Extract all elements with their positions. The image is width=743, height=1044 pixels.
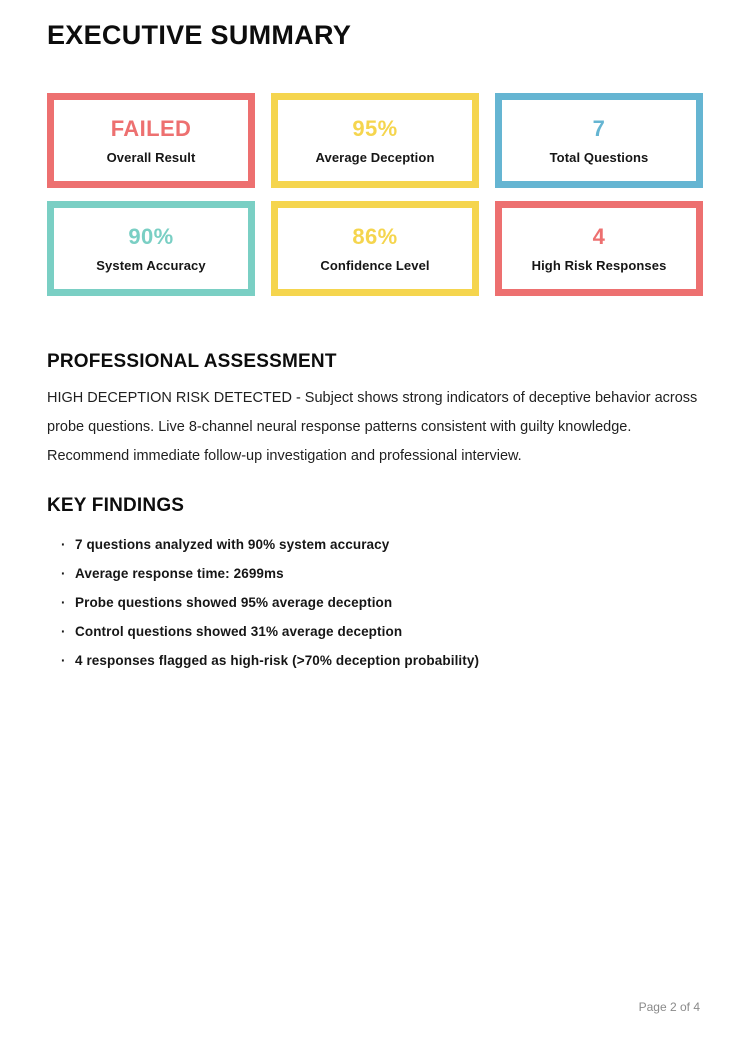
stat-value: FAILED bbox=[110, 115, 192, 141]
stat-label: Confidence Level bbox=[320, 257, 430, 273]
assessment-heading: PROFESSIONAL ASSESSMENT bbox=[47, 351, 337, 372]
stat-label: Overall Result bbox=[106, 149, 196, 165]
stat-card-average-deception bbox=[271, 93, 479, 188]
bullet-icon: · bbox=[61, 537, 66, 552]
stat-card-total-questions bbox=[495, 93, 703, 188]
stat-card-overall-result bbox=[47, 93, 255, 188]
stat-label: System Accuracy bbox=[96, 257, 206, 273]
finding-text: 7 questions analyzed with 90% system accuracy bbox=[75, 537, 390, 552]
bullet-icon: · bbox=[61, 653, 66, 668]
finding-text: Control questions showed 31% average deception bbox=[75, 624, 403, 639]
finding-item bbox=[61, 559, 703, 588]
stat-value: 7 bbox=[592, 115, 606, 141]
finding-text: Average response time: 2699ms bbox=[75, 566, 284, 581]
finding-text: Probe questions showed 95% average deception bbox=[75, 595, 393, 610]
finding-text: 4 responses flagged as high-risk (>70% deception probability) bbox=[75, 653, 480, 668]
findings-heading: KEY FINDINGS bbox=[47, 495, 185, 516]
finding-item bbox=[61, 530, 703, 559]
stat-label: Total Questions bbox=[549, 149, 649, 165]
assessment-body-text: HIGH DECEPTION RISK DETECTED - Subject shows strong indicators of deceptive behavior across probe questions. Live 8-channel neural response patterns consistent with guilty knowledge. Recommend immediate follow-up investigation and professional interview. bbox=[47, 390, 698, 464]
bullet-icon: · bbox=[61, 595, 66, 610]
stat-label: High Risk Responses bbox=[531, 257, 667, 273]
findings-list bbox=[61, 530, 703, 675]
finding-item bbox=[61, 617, 703, 646]
stat-value: 90% bbox=[128, 223, 174, 249]
stat-value: 86% bbox=[352, 223, 398, 249]
stat-value: 4 bbox=[592, 223, 606, 249]
page-number: Page 2 of 4 bbox=[638, 1000, 700, 1014]
summary-stat-grid bbox=[47, 93, 703, 296]
stat-label: Average Deception bbox=[315, 149, 435, 165]
finding-item bbox=[61, 646, 703, 675]
page-title: EXECUTIVE SUMMARY bbox=[47, 20, 352, 50]
stat-card-system-accuracy bbox=[47, 201, 255, 296]
finding-item bbox=[61, 588, 703, 617]
bullet-icon: · bbox=[61, 566, 66, 581]
stat-card-high-risk-responses bbox=[495, 201, 703, 296]
stat-value: 95% bbox=[352, 115, 398, 141]
stat-card-confidence-level bbox=[271, 201, 479, 296]
bullet-icon: · bbox=[61, 624, 66, 639]
